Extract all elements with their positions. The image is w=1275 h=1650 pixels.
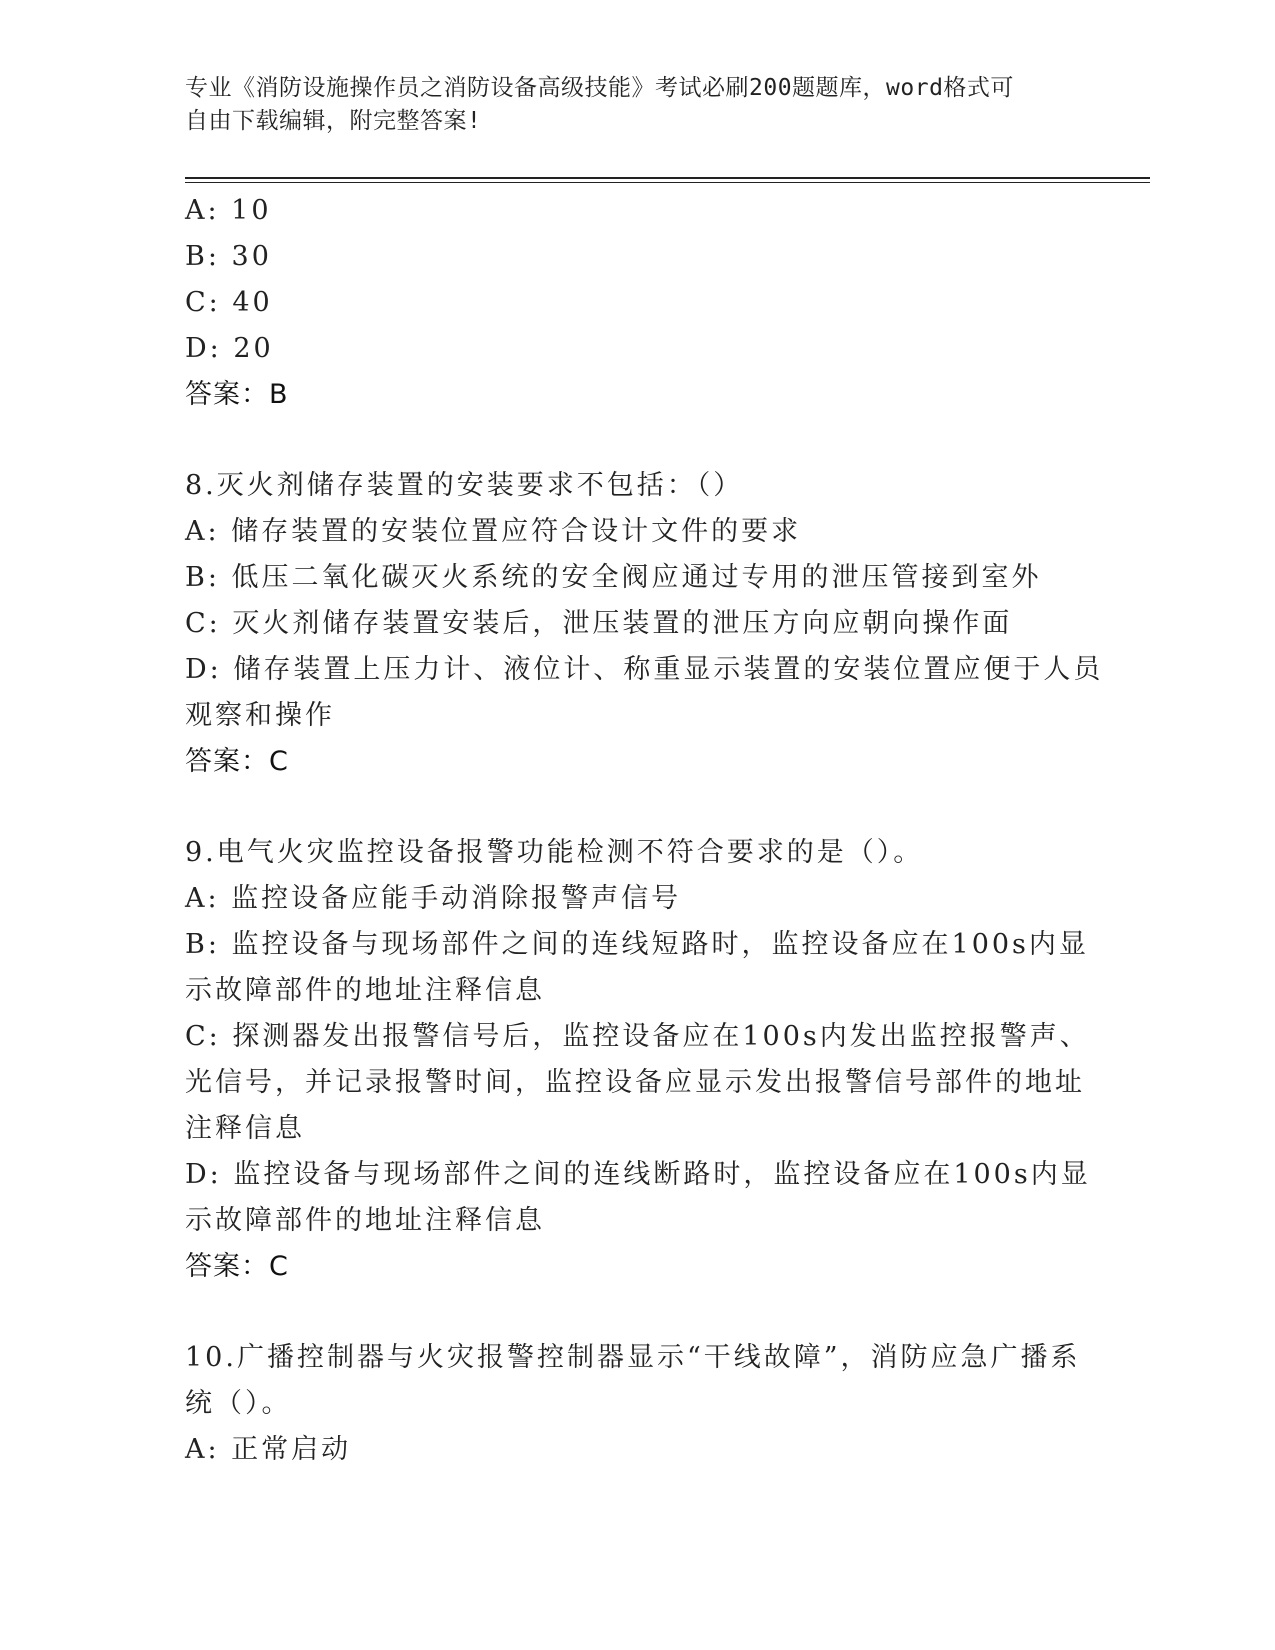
option-c-continued-2: 注释信息 — [185, 1113, 305, 1144]
option-d-continued: 观察和操作 — [185, 700, 335, 731]
option-d-continued: 示故障部件的地址注释信息 — [185, 1205, 545, 1236]
spacer — [185, 418, 1080, 463]
answer: 答案：C — [185, 746, 289, 777]
option-c: C: 40 — [185, 287, 273, 318]
question-7-options — [185, 188, 1080, 418]
question-text: 10.广播控制器与火灾报警控制器显示“干线故障”，消防应急广播系 — [185, 1342, 1081, 1373]
option-b-continued: 示故障部件的地址注释信息 — [185, 975, 545, 1006]
header-line-1: 专业《消防设施操作员之消防设备高级技能》考试必刷200题题库，word格式可 — [185, 75, 1014, 101]
spacer — [185, 785, 1080, 830]
question-text-continued: 统（）。 — [185, 1388, 292, 1419]
spacer — [185, 1290, 1080, 1335]
option-a: A: 监控设备应能手动消除报警声信号 — [185, 883, 682, 914]
question-8 — [185, 463, 1104, 785]
answer: 答案：B — [185, 379, 289, 410]
question-text: 8.灭火剂储存装置的安装要求不包括：（） — [185, 470, 744, 501]
question-text: 9.电气火灾监控设备报警功能检测不符合要求的是（）。 — [185, 837, 924, 868]
option-c: C: 灭火剂储存装置安装后，泄压装置的泄压方向应朝向操作面 — [185, 608, 1013, 639]
option-d: D: 监控设备与现场部件之间的连线断路时，监控设备应在100s内显 — [185, 1159, 1091, 1190]
option-b: B: 监控设备与现场部件之间的连线短路时，监控设备应在100s内显 — [185, 929, 1089, 960]
option-c-continued: 光信号，并记录报警时间，监控设备应显示发出报警信号部件的地址 — [185, 1067, 1085, 1098]
header-line-2: 自由下载编辑，附完整答案! — [185, 108, 482, 134]
option-a: A: 储存装置的安装位置应符合设计文件的要求 — [185, 516, 802, 547]
question-9 — [185, 830, 1091, 1290]
option-b: B: 低压二氧化碳灭火系统的安全阀应通过专用的泄压管接到室外 — [185, 562, 1042, 593]
header-divider-thin — [185, 182, 1150, 183]
option-d: D: 储存装置上压力计、液位计、称重显示装置的安装位置应便于人员 — [185, 654, 1104, 685]
question-10 — [185, 1335, 1080, 1473]
option-d: D: 20 — [185, 333, 274, 364]
answer: 答案：C — [185, 1251, 289, 1282]
question-list — [185, 188, 1104, 1473]
option-c: C: 探测器发出报警信号后，监控设备应在100s内发出监控报警声、 — [185, 1021, 1090, 1052]
option-a: A: 正常启动 — [185, 1434, 352, 1465]
option-b: B: 30 — [185, 241, 272, 272]
option-a: A: 10 — [185, 195, 272, 226]
header-divider-thick — [185, 177, 1150, 179]
document-header — [185, 72, 1065, 138]
